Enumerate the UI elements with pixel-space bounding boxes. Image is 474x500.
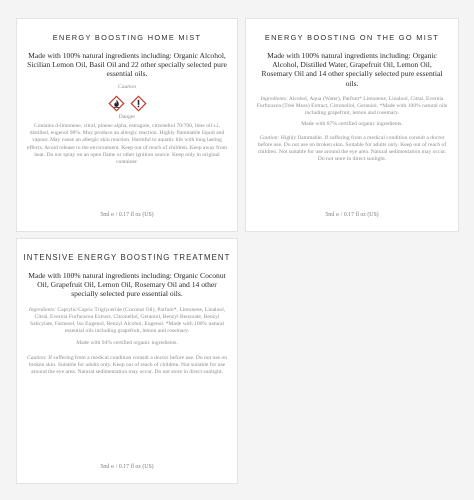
on-the-go-ingredients-label: Ingredients:	[260, 95, 288, 102]
hazard-pictograms	[17, 95, 237, 112]
on-the-go-caution	[256, 135, 448, 164]
home-mist-warning-text: Contains d-limonene, citral, pinene alpha, estragole, citronellol 70/700, lime oil s.i. distilled, eugenol 98%. May produce an allergic reaction. Highly flammable liquid and vapour. May cause an allergic skin reaction. Harmful to aquatic life with long lasting effects. Avoid release to the environment. Keep out of reach of children. Keep away from heat. Do not spray on an open flame or other ignition source. Keep only in original container.	[27, 123, 228, 166]
treatment-natural-ingredients: Made with 100% natural ingredients including: Organic Coconut Oil, Grapefruit Oil, Lemon Oil, Rosemary Oil and 14 other specially selected pure essential oils.	[28, 271, 226, 299]
home-mist-volume: 5ml ℮ / 0.17 fl oz (US)	[100, 212, 154, 218]
home-mist-caution-label: Caution	[117, 83, 137, 90]
on-the-go-ingredients-text: Alcohol, Aqua (Water), Parfum* Limonene, Linalool, Citral, Evernia Furfuracea (Tree Moss) Extract, Citronellol, Geraniol. *Made with 100% natural oils including grapefruit, lemon and rosemary.	[256, 95, 448, 117]
on-the-go-organic-note: Made with 87% certified organic ingredients.	[301, 121, 403, 128]
on-the-go-ingredients	[256, 96, 448, 118]
on-the-go-caution-text: Highly flammable. If suffering from a medical condition consult a doctor before use. Do not use on broken skin. Suitable for adults only. Keep out of reach of children. Not suitable for use around the eye area. Natural sedimentation may occur. Do not store in direct sunlight.	[257, 134, 447, 163]
treatment-ingredients	[27, 307, 227, 336]
treatment-caution-text: If suffering from a medical condition consult a doctor before use. Do not use on broken skin. Suitable for adults only. Keep out of reach of children. Not suitable for use around the eye area. Natural sedimentation may occur. Do not store in direct sunlight.	[28, 354, 227, 376]
on-the-go-volume: 5ml ℮ / 0.17 fl oz (US)	[325, 212, 379, 218]
treatment-ingredients-label: Ingredients:	[28, 306, 56, 313]
exclamation-icon	[130, 95, 147, 112]
home-mist-natural-ingredients: Made with 100% natural ingredients including: Organic Alcohol, Sicilian Lemon Oil, Basil Oil and 22 other specially selected pure essential oils.	[27, 51, 227, 79]
on-the-go-mist-panel	[245, 18, 459, 232]
home-mist-signal-word: Danger	[118, 113, 136, 120]
treatment-ingredients-text: Caprylic/Capric Triglyceride (Coconut Oil), Parfum*, Limonene, Linalool, Citral, Evernia Furfuracea Extract, Citronellol, Geraniol, Benzyl Benzoate, Benzyl Salicylate, Farnesol, Iso Eugenol, Benzyl Alcohol, Eugenol. *Made with 100% natural essential oils including grapefruit, lemon and rosemary.	[29, 306, 226, 335]
on-the-go-caution-label: Caution:	[259, 134, 280, 141]
treatment-organic-note: Made with 94% certified organic ingredients.	[76, 340, 178, 347]
treatment-caution	[27, 355, 227, 377]
treatment-volume: 5ml ℮ / 0.17 fl oz (US)	[100, 464, 154, 470]
treatment-title: INTENSIVE ENERGY BOOSTING TREATMENT	[23, 253, 231, 262]
treatment-caution-label: Caution:	[27, 354, 47, 361]
on-the-go-natural-ingredients: Made with 100% natural ingredients including: Organic Alcohol, Distilled Water, Grapefruit Oil, Lemon Oil, Rosemary Oil and 14 other specially selected pure essential oils.	[261, 51, 443, 88]
on-the-go-mist-title: ENERGY BOOSTING ON THE GO MIST	[264, 33, 440, 42]
home-mist-panel	[16, 18, 238, 232]
treatment-panel	[16, 238, 238, 484]
flame-icon	[108, 95, 125, 112]
home-mist-title: ENERGY BOOSTING HOME MIST	[52, 33, 202, 42]
